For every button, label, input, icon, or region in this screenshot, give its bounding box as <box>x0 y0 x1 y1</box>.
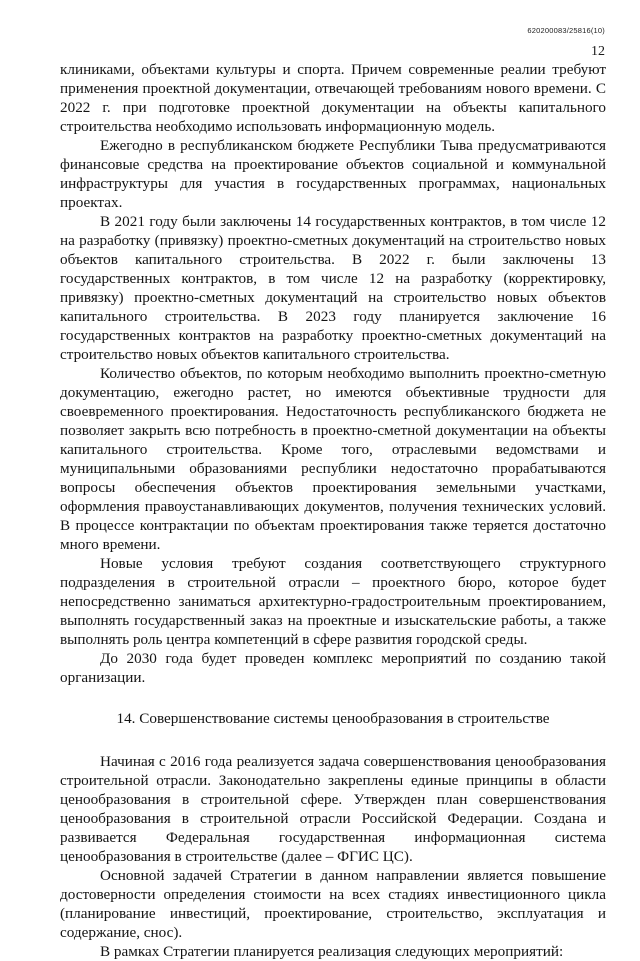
paragraph: Начиная с 2016 года реализуется задача совершенствования ценообразования строительной отрасли. Законодательно закреплены единые принципы в области ценообразования в строительной сфере. Утвержден план совершенствования ценообразования в строительной отрасли Российской Федерации. Создана и развивается Федеральная государственная информационная система ценообразования в строительстве (далее – ФГИС ЦС). <box>60 753 606 865</box>
paragraph: клиниками, объектами культуры и спорта. Причем современные реалии требуют применения проектной документации, отвечающей требованиям нового времени. С 2022 г. при подготовке проектной документации на объекты капитального строительства необходимо использовать информационную модель. <box>60 61 606 135</box>
document-id: 620200083/25816(10) <box>527 26 605 35</box>
body-text <box>60 60 606 961</box>
section-heading: 14. Совершенствование системы ценообразования в строительстве <box>116 710 550 727</box>
paragraph: Ежегодно в республиканском бюджете Республики Тыва предусматриваются финансовые средства на проектирование объектов социальной и коммунальной инфраструктуры для участия в государственных программах, национальных проектах. <box>60 137 606 211</box>
paragraph: До 2030 года будет проведен комплекс мероприятий по созданию такой организации. <box>60 650 606 686</box>
paragraph: В 2021 году были заключены 14 государственных контрактов, в том числе 12 на разработку (привязку) проектно-сметных документаций на строительство новых объектов капитального строительства. В 2022 г. были заключены 13 государственных контрактов, в том числе 12 на разработку (корректировку, привязку) проектно-сметных документаций на строительство новых объектов капитального строительства. В 2023 году планируется заключение 16 государственных контрактов на разработку проектно-сметных документаций на строительство новых объектов капитального строительства. <box>60 213 606 363</box>
paragraph: В рамках Стратегии планируется реализация следующих мероприятий: <box>100 943 564 960</box>
paragraph: Новые условия требуют создания соответствующего структурного подразделения в строительной отрасли – проектного бюро, которое будет непосредственно заниматься архитектурно-градостроительным проектированием, выполнять государственный заказ на проектные и изыскательские работы, а также выполнять роль центра компетенций в сфере развития городской среды. <box>60 555 606 648</box>
paragraph: Количество объектов, по которым необходимо выполнить проектно-сметную документацию, ежегодно растет, но имеются объективные трудности для своевременного проектирования. Недостаточность республиканского бюджета не позволяет закрыть всю потребность в проектно-сметной документации на объекты капитального строительства. Кроме того, отраслевыми ведомствами и муниципальными образованиями республики недостаточно прорабатываются вопросы обеспечения объектов проектирования земельными участками, оформления правоустанавливающих документов, получения технических условий. В процессе контрактации по объектам проектирования также теряется достаточно много времени. <box>60 365 606 553</box>
paragraph: Основной задачей Стратегии в данном направлении является повышение достоверности определения стоимости на всех стадиях инвестиционного цикла (планирование инвестиций, проектирование, строительство, эксплуатация и содержание, снос). <box>60 867 606 941</box>
page-number: 12 <box>591 44 605 59</box>
